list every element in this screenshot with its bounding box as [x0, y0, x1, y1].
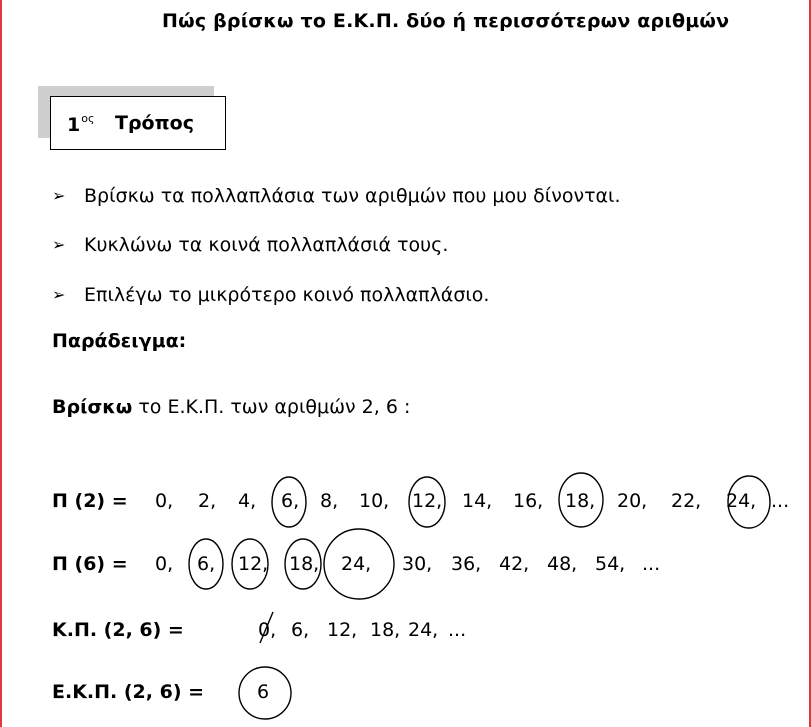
- task-text: το Ε.Κ.Π. των αριθμών 2, 6 :: [138, 396, 411, 418]
- step-text: Κυκλώνω τα κοινά πολλαπλάσιά τους.: [84, 234, 449, 256]
- method-number: [67, 112, 94, 136]
- multiple-value: 8,: [320, 490, 339, 512]
- multiple-value: 0,: [155, 553, 174, 575]
- method-box: [50, 96, 226, 150]
- common-multiple-value: 0,: [258, 619, 277, 641]
- arrowhead-bullet-icon: ➢: [52, 235, 66, 254]
- multiple-value: 4,: [238, 490, 257, 512]
- arrowhead-bullet-icon: ➢: [52, 285, 66, 304]
- lcm-value: 6: [257, 681, 270, 703]
- multiples-of-2-label: Π (2) =: [52, 490, 128, 512]
- common-multiple-value: 12,: [327, 619, 358, 641]
- multiple-value: 12,: [238, 553, 269, 575]
- step-item: [52, 284, 489, 306]
- multiples-of-6-label: Π (6) =: [52, 553, 128, 575]
- task-verb: Βρίσκω: [52, 396, 133, 418]
- method-label: Τρόπος: [115, 112, 194, 134]
- multiple-value: 48,: [547, 553, 578, 575]
- multiple-value: 16,: [513, 490, 544, 512]
- multiple-value: 22,: [671, 490, 702, 512]
- method-number-value: 1: [67, 114, 81, 136]
- step-item: [52, 185, 621, 207]
- arrowhead-bullet-icon: ➢: [52, 186, 66, 205]
- multiple-value: 24,: [341, 553, 372, 575]
- example-task: [52, 396, 410, 418]
- multiple-value: 6,: [281, 490, 300, 512]
- multiple-value: 54,: [595, 553, 626, 575]
- multiple-value: 36,: [451, 553, 482, 575]
- common-multiples-label: Κ.Π. (2, 6) =: [52, 619, 184, 641]
- multiple-value: 2,: [198, 490, 217, 512]
- common-multiple-value: 24,: [408, 619, 439, 641]
- common-multiple-value: 18,: [370, 619, 401, 641]
- ellipsis: ...: [448, 619, 467, 641]
- ellipsis: ...: [771, 490, 790, 512]
- ellipsis: ...: [642, 553, 661, 575]
- multiple-value: 20,: [617, 490, 648, 512]
- step-text: Επιλέγω το μικρότερο κοινό πολλαπλάσιο.: [84, 284, 490, 306]
- common-multiple-value: 6,: [291, 619, 310, 641]
- multiple-value: 42,: [499, 553, 530, 575]
- multiple-value: 30,: [402, 553, 433, 575]
- step-text: Βρίσκω τα πολλαπλάσια των αριθμών που μου δίνονται.: [84, 185, 621, 207]
- multiple-value: 6,: [197, 553, 216, 575]
- multiple-value: 10,: [359, 490, 390, 512]
- multiple-value: 14,: [462, 490, 493, 512]
- lcm-label: Ε.Κ.Π. (2, 6) =: [52, 681, 205, 703]
- example-heading: Παράδειγμα:: [52, 330, 187, 352]
- step-item: [52, 234, 448, 256]
- method-superscript: ος: [81, 112, 95, 125]
- multiple-value: 24,: [726, 490, 757, 512]
- multiple-value: 18,: [289, 553, 320, 575]
- multiple-value: 18,: [565, 490, 596, 512]
- multiple-value: 0,: [155, 490, 174, 512]
- page-title: Πώς βρίσκω το Ε.Κ.Π. δύο ή περισσότερων αριθμών: [162, 10, 730, 32]
- multiple-value: 12,: [412, 490, 443, 512]
